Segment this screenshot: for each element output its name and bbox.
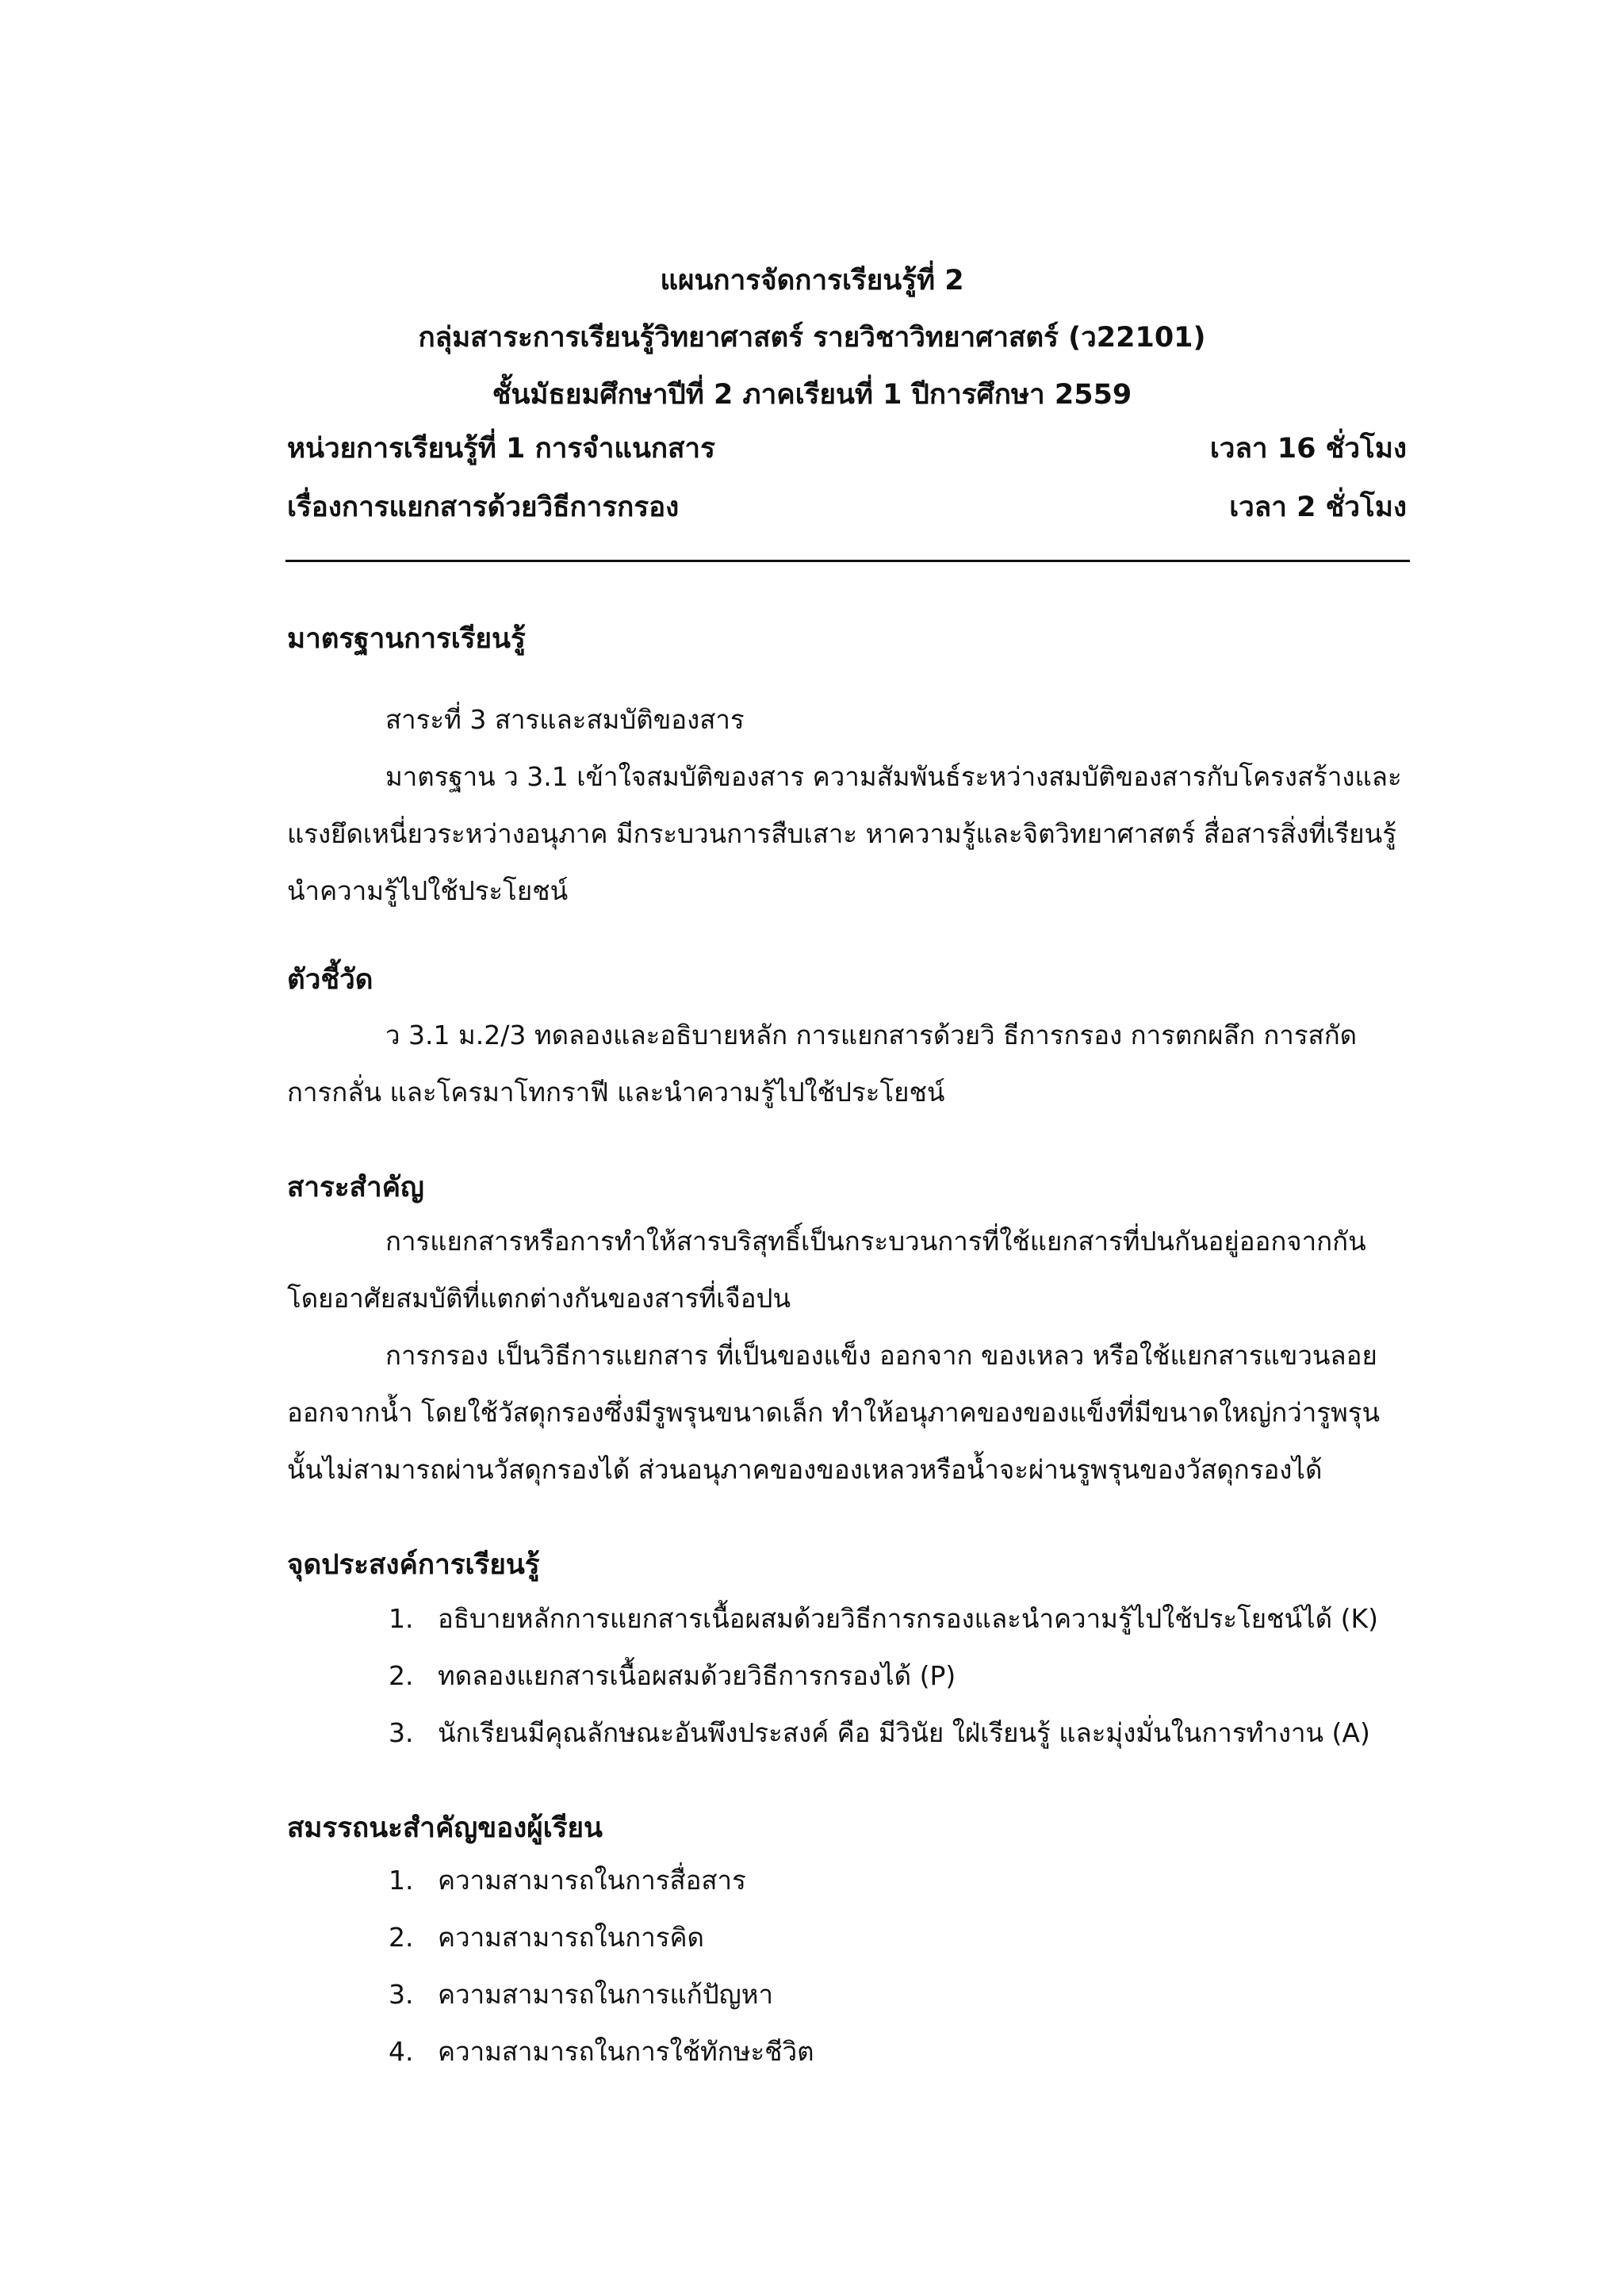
header-divider xyxy=(285,560,1410,562)
class-line: ชั้นมัธยมศึกษาปีที่ 2 ภาคเรียนที่ 1 ปีการศึกษา 2559 xyxy=(492,379,1132,411)
standard-text: มาตรฐาน ว 3.1 เข้าใจสมบัติของสาร ความสัมพันธ์ระหว่างสมบัติของสารกับโครงสร้างและแรงยึดเหนี่ยวระหว่างอนุภาค มีกระบวนการสืบเสาะ หาความรู้และจิตวิทยาศาสตร์ สื่อสารสิ่งที่เรียนรู้ นำความรู้ไปใช้ประโยชน์ xyxy=(287,761,1402,906)
standards-heading: มาตรฐานการเรียนรู้ xyxy=(287,623,526,655)
competencies-list xyxy=(389,1852,1435,2080)
objectives-list xyxy=(389,1590,1435,1762)
indicators-section xyxy=(287,1007,1407,1121)
objectives-heading: จุดประสงค์การเรียนรู้ xyxy=(287,1549,540,1581)
competency-item: 1. ความสามารถในการสื่อสาร xyxy=(389,1865,746,1896)
competency-item: 3. ความสามารถในการแก้ปัญหา xyxy=(389,1979,774,2010)
indicators-heading: ตัวชี้วัด xyxy=(287,964,373,996)
subject-line: กลุ่มสาระการเรียนรู้วิทยาศาสตร์ รายวิชาวิทยาศาสตร์ (ว22101) xyxy=(418,322,1206,354)
objective-item: 1. อธิบายหลักการแยกสารเนื้อผสมด้วยวิธีการกรองและนำความรู้ไปใช้ประโยชน์ได้ (K) xyxy=(389,1603,1378,1634)
key-content-para-2: การกรอง เป็นวิธีการแยกสาร ที่เป็นของแข็ง ออกจาก ของเหลว หรือใช้แยกสารแขวนลอย ออกจากน้ำ โดยใช้วัสดุกรองซึ่งมีรูพรุนขนาดเล็ก ทำให้อนุภาคของของแข็งที่มีขนาดใหญ่กว่ารูพรุนนั้นไม่สามารถผ่านวัสดุกรองได้ ส่วนอนุภาคของของเหลวหรือน้ำจะผ่านรูพรุนของวัสดุกรองได้ xyxy=(287,1340,1381,1485)
standards-section xyxy=(287,691,1407,920)
topic-label: เรื่องการแยกสารด้วยวิธีการกรอง xyxy=(287,492,680,523)
objective-item: 2. ทดลองแยกสารเนื้อผสมด้วยวิธีการกรองได้ (P) xyxy=(389,1660,956,1691)
lesson-plan-title: แผนการจัดการเรียนรู้ที่ 2 xyxy=(660,265,964,297)
topic-time: เวลา 2 ชั่วโมง xyxy=(1229,492,1407,523)
strand-text: สาระที่ 3 สารและสมบัติของสาร xyxy=(385,704,745,735)
key-content-para-1: การแยกสารหรือการทำให้สารบริสุทธิ์เป็นกระบวนการที่ใช้แยกสารที่ปนกันอยู่ออกจากกัน โดยอาศัยสมบัติที่แตกต่างกันของสารที่เจือปน xyxy=(287,1226,1366,1314)
objective-item: 3. นักเรียนมีคุณลักษณะอันพึงประสงค์ คือ มีวินัย ใฝ่เรียนรู้ และมุ่งมั่นในการทำงาน (A) xyxy=(389,1717,1370,1748)
competency-item: 2. ความสามารถในการคิด xyxy=(389,1922,704,1953)
indicator-text: ว 3.1 ม.2/3 ทดลองและอธิบายหลัก การแยกสารด้วยวิ ธีการกรอง การตกผลึก การสกัด การกลั่น และโครมาโทกราฟี และนำความรู้ไปใช้ประโยชน์ xyxy=(287,1020,1358,1108)
competency-item: 4. ความสามารถในการใช้ทักษะชีวิต xyxy=(389,2036,814,2067)
document-header xyxy=(0,252,1624,423)
key-content-heading: สาระสำคัญ xyxy=(287,1172,424,1203)
key-content-section xyxy=(287,1213,1407,1498)
unit-label: หน่วยการเรียนรู้ที่ 1 การจำแนกสาร xyxy=(287,433,715,465)
unit-time: เวลา 16 ชั่วโมง xyxy=(1209,433,1407,465)
competencies-heading: สมรรถนะสำคัญของผู้เรียน xyxy=(287,1812,603,1844)
